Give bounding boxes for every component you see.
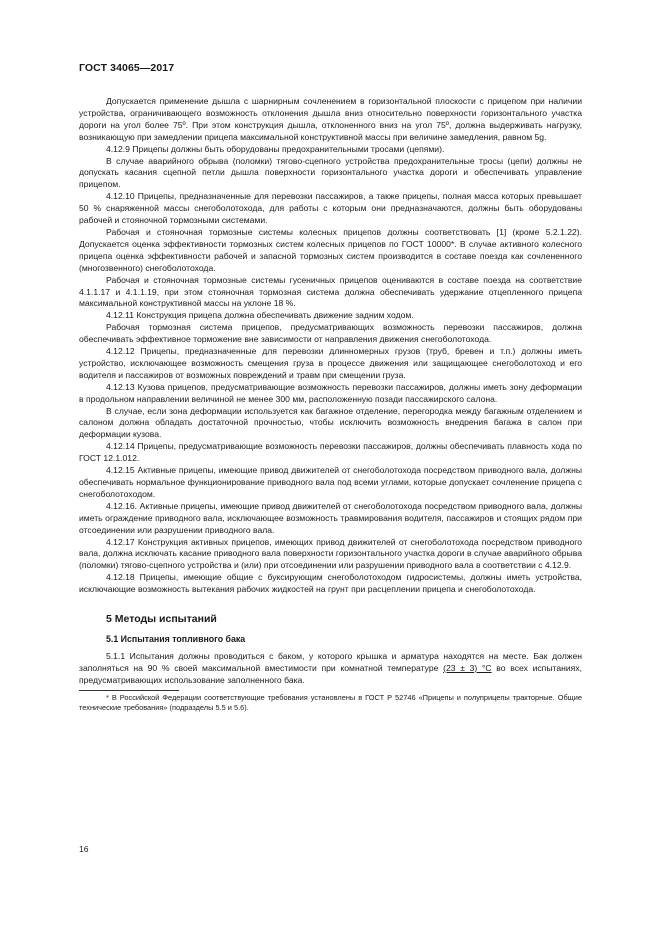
page-number: 16 [79,844,89,854]
paragraph-4-12-13: 4.12.13 Кузова прицепов, предусматривающие возможность перевозки пассажиров, должны иметь зону деформации в продольном направлении величиной не менее 300 мм, расположенную позади пассажирского салона. [79,381,582,404]
paragraph-5-1-1-tail: во всех испытаниях, предусматривающих использование заполненного бака. [79,662,583,685]
paragraph-4-12-18: 4.12.18 Прицепы, имеющие общие с буксирующим снегоболотоходом гидросистемы, должны иметь устройства, исключающие возможность вытекания рабочих жидкостей на грунт при расцеплении прицепа и снегоболотохода. [79,572,582,595]
paragraph-tracked-brakes: Рабочая и стояночная тормозные системы гусеничных прицепов оцениваются в составе поезда на соответствие 4.1.1.17 и 4.1.1.19, при этом стояночная тормозная система должна обеспечивать удержание отцепленного прицепа максимальной конструктивной массы на уклоне 18 %. [79,274,582,309]
temperature-value: (23 ± 3) °C [443,662,492,673]
paragraph-5-1-1-text: 5.1.1 Испытания должны проводиться с баком, у которого крышка и арматура находятся на месте. Бак должен заполняться на 90 % своей максимальной вместимости при комнатной температуре [79,650,582,673]
paragraph-4-12-9: 4.12.9 Прицепы должны быть оборудованы предохранительными тросами (цепями). [106,143,445,154]
document-header: ГОСТ 34065—2017 [79,62,175,74]
section-title: 5 Методы испытаний [106,613,217,626]
paragraph-passenger-braking: Рабочая тормозная система прицепов, предусматривающих возможность перевозки пассажиров, должна обеспечивать эффективное торможение вне зависимости от направления движения снегоболотохода. [79,322,582,345]
paragraph-4-12-15: 4.12.15 Активные прицепы, имеющие привод движителей от снегоболотохода посредством приводного вала, должны обеспечивать нормальное функционирование приводного вала под всеми углами, которые допускает сочленение прицепа с снегоболотоходом. [79,465,582,499]
footnote-divider [79,690,179,691]
paragraph-5-1-1 [79,651,582,687]
paragraph-safety-cables: В случае аварийного обрыва (поломки) тягово-сцепного устройства предохранительные тросы (цепи) должны не допускать касания сцепной петли дышла поверхности горизонтального участка дороги и обеспечивать управление прицепом. [79,155,582,190]
paragraph-4-12-10: 4.12.10 Прицепы, предназначенные для перевозки пассажиров, а также прицепы, полная масса которых превышает 50 % снаряженной массы снегоболотохода, для работы с которым они предназначаются, должны быть оборудованы рабочей и стояночной тормозными системами. [79,191,582,226]
paragraph-4-12-14: 4.12.14 Прицепы, предусматривающие возможность перевозки пассажиров, должны обеспечивать плавность хода по ГОСТ 12.1.012. [79,441,582,464]
paragraph-4-12-17: 4.12.17 Конструкция активных прицепов, имеющих привод движителей от снегоболотохода посредством приводного вала, должна исключать касание приводного вала поверхности горизонтального участка дороги в случае аварийного обрыва (поломки) тягово-сцепного устройства и (или) при отсоединении или разрушении приводного вала в соответствии с 4.12.9. [79,536,582,571]
subsection-title: 5.1 Испытания топливного бака [106,633,246,644]
paragraph-wheeled-brakes: Рабочая и стояночная тормозные системы колесных прицепов должны соответствовать [1] (кроме 5.2.1.22). Допускается оценка эффективности тормозных систем колесных прицепов по ГОСТ 10000*. В случае активного колесного прицепа оценка эффективности рабочей и запасной тормозных систем производится в составе поезда как сочлененного (многозвенного) снегоболотохода. [79,226,582,273]
paragraph-4-12-12: 4.12.12 Прицепы, предназначенные для перевозки длинномерных грузов (труб, бревен и т.п.) должны иметь устройство, исключающее возможность смещения груза в процессе движения или защищающее снегоболотоход и его водителя и пассажиров от возможных повреждений и травм при смещении груза. [79,346,582,380]
page-body [79,96,582,713]
paragraph-4-12-16: 4.12.16. Активные прицепы, имеющие привод движителей от снегоболотохода посредством приводного вала, должны иметь ограждение приводного вала, исключающее возможность травмирования водителя, пассажиров и стоящих рядом при отсоединении или разрушении приводного вала. [79,500,582,535]
footnote: * В Российской Федерации соответствующие требования установлены в ГОСТ Р 52746 «Прицепы и полуприцепы тракторные. Общие технические требования» (подразделы 5.5 и 5.6). [79,692,582,712]
paragraph-drawbar: Допускается применение дышла с шарнирным сочленением в горизонтальной плоскости с прицепом при наличии устройства, ограничивающего возможность отклонения дышла вниз относительно поверхности горизонтального участка дороги на угол более 75º. При этом конструкция дышла, отклоненного вниз на угол 75º, должна выдерживать нагрузку, возникающую при замедлении прицепа максимальной конструктивной массы при величине замедления, равном 5g. [79,96,582,142]
paragraph-luggage-partition: В случае, если зона деформации используется как багажное отделение, перегородка между багажным отделением и салоном должна обладать достаточной прочностью, чтобы исключить возможность внедрения багажа в салон при деформации кузова. [79,405,582,440]
paragraph-4-12-11: 4.12.11 Конструкция прицепа должна обеспечивать движение задним ходом. [106,310,414,321]
